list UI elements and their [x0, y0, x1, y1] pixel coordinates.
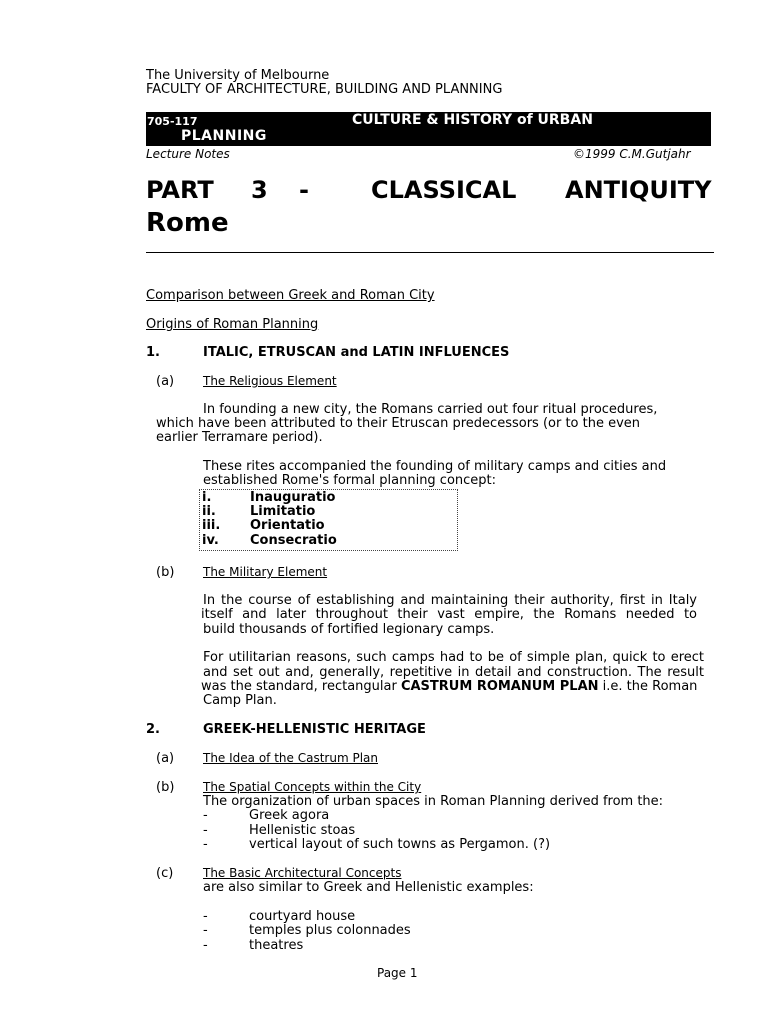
list-dash: -	[203, 823, 208, 838]
section1-number: 1.	[146, 345, 160, 360]
list-dash: -	[203, 909, 208, 924]
rite-number: iv.	[202, 533, 219, 548]
origins-heading: Origins of Roman Planning	[146, 317, 319, 332]
rite-term: Limitatio	[250, 504, 316, 519]
title-number: 3	[251, 176, 268, 204]
section2a-label: (a)	[156, 751, 175, 766]
title-subtitle: Rome	[146, 208, 229, 238]
section1b-p2-line3-post: i.e. the Roman	[598, 679, 698, 694]
list-item: theatres	[249, 938, 304, 953]
list-item: vertical layout of such towns as Pergamon. (?)	[249, 837, 551, 852]
course-title-line1: CULTURE & HISTORY of URBAN	[352, 112, 593, 128]
section2a-title: The Idea of the Castrum Plan	[203, 751, 378, 765]
section1b-title: The Military Element	[203, 565, 328, 579]
section1b-label: (b)	[156, 565, 175, 580]
section1b-p2-line3-pre: was the standard, rectangular	[201, 679, 401, 694]
section1b-p1-line3: build thousands of fortified legionary camps.	[203, 622, 495, 637]
comparison-heading: Comparison between Greek and Roman City	[146, 288, 435, 303]
page-number: Page 1	[377, 966, 418, 980]
section1a-p1-line2: which have been attributed to their Etruscan predecessors (or to the even	[156, 416, 641, 431]
rite-term: Inauguratio	[250, 490, 336, 505]
university-name: The University of Melbourne	[146, 68, 330, 83]
castrum-romanum-plan: CASTRUM ROMANUM PLAN	[400, 679, 599, 694]
section2c-title: The Basic Architectural Concepts	[203, 866, 402, 880]
lecture-notes: Lecture Notes	[146, 147, 230, 161]
section1-heading: ITALIC, ETRUSCAN and LATIN INFLUENCES	[203, 345, 510, 360]
rite-term: Orientatio	[250, 518, 325, 533]
section1a-p1-line3: earlier Terramare period).	[156, 430, 323, 445]
section1b-p2-line4: Camp Plan.	[203, 693, 277, 708]
list-dash: -	[203, 923, 208, 938]
section1a-p2-line2: established Rome's formal planning concept:	[203, 473, 497, 488]
section1b-p2-line2: and set out and, generally, repetitive in detail and construction. The result	[203, 665, 704, 680]
course-code: 705-117	[147, 115, 198, 128]
section2b-title: The Spatial Concepts within the City	[203, 780, 422, 794]
list-item: Hellenistic stoas	[249, 823, 356, 838]
list-dash: -	[203, 938, 208, 953]
course-title-line2: PLANNING	[181, 128, 267, 144]
section2c-label: (c)	[156, 866, 174, 881]
list-item: courtyard house	[249, 909, 356, 924]
section1a-label: (a)	[156, 374, 175, 389]
rite-number: iii.	[202, 518, 221, 533]
title-word-antiquity: ANTIQUITY	[565, 176, 712, 204]
section2-heading: GREEK-HELLENISTIC HERITAGE	[203, 722, 426, 737]
section2b-intro: The organization of urban spaces in Roman Planning derived from the:	[203, 794, 664, 809]
rite-number: i.	[202, 490, 212, 505]
section1a-title: The Religious Element	[203, 374, 337, 388]
section1b-p2-line1: For utilitarian reasons, such camps had to be of simple plan, quick to erect	[203, 650, 704, 665]
rite-number: ii.	[202, 504, 216, 519]
title-part: PART	[146, 176, 214, 204]
faculty-name: FACULTY OF ARCHITECTURE, BUILDING AND PLANNING	[146, 82, 503, 97]
title-rule	[146, 252, 714, 253]
section2c-intro: are also similar to Greek and Hellenistic examples:	[203, 880, 534, 895]
section1b-p2-line3	[201, 679, 697, 694]
section1b-p1-line2: itself and later throughout their vast empire, the Romans needed to	[201, 607, 697, 622]
copyright: ©1999 C.M.Gutjahr	[573, 147, 691, 161]
list-item: temples plus colonnades	[249, 923, 411, 938]
list-dash: -	[203, 808, 208, 823]
section2-number: 2.	[146, 722, 160, 737]
title-word-classical: CLASSICAL	[371, 176, 517, 204]
list-item: Greek agora	[249, 808, 330, 823]
list-dash: -	[203, 837, 208, 852]
title-dash: -	[299, 176, 309, 204]
rites-box	[199, 489, 458, 551]
course-bar	[146, 112, 711, 146]
rite-term: Consecratio	[250, 533, 337, 548]
section1b-p1-line1: In the course of establishing and maintaining their authority, first in Italy	[203, 593, 697, 608]
section1a-p2-line1: These rites accompanied the founding of military camps and cities and	[203, 459, 667, 474]
section1a-p1-line1: In founding a new city, the Romans carried out four ritual procedures,	[203, 402, 658, 417]
section2b-label: (b)	[156, 780, 175, 795]
